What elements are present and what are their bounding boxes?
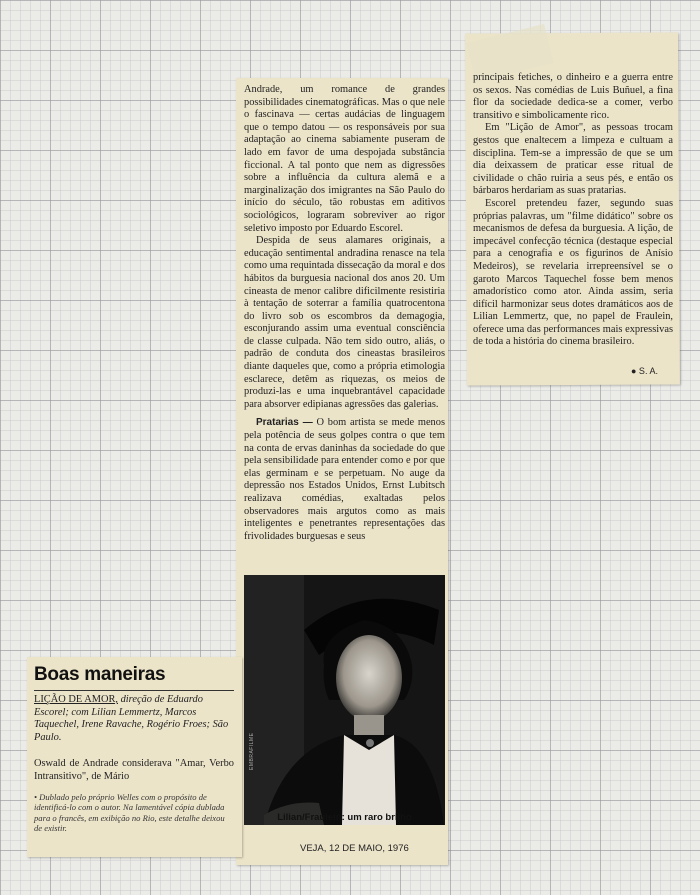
intro-paragraph: Oswald de Andrade considerava "Amar, Verbo Intransitivo", de Mário bbox=[34, 758, 234, 782]
right-paragraph-1: principais fetiches, o dinheiro e a guerra entre os sexos. Nas comédias de Luis Buñuel, a fina flor da sociedade dedica-se a comer, verbo transitivo e simbolicamente rico. bbox=[473, 72, 673, 121]
headline: Boas maneiras bbox=[34, 664, 166, 685]
main-column bbox=[244, 84, 445, 543]
film-credits bbox=[34, 694, 234, 744]
photo-credit: EMBRAFILME bbox=[249, 732, 255, 770]
author-signature: ● S. A. bbox=[631, 366, 658, 376]
main-paragraph-3-text: O bom artista se mede menos pela potência de seus golpes contra o que tem na conta de ervas daninhas da sociedade do que pela sensibilidade para entender como e por que elas germinam e se perpetuam. No auge da depressão nos Estados Unidos, Ernst Lubitsch realizava comédias, exaltadas pelos observadores mais argutos como as mais inteligentes e penetrantes representações das frivolidades burguesas e seus bbox=[244, 417, 445, 542]
main-paragraph-1: Andrade, um romance de grandes possibilidades cinematográficas. Mas o que nele o fascinava — certas audácias de linguagem que o tempo datou — os responsáveis por sua adaptação ao cinema sabiamente puseram de lado em favor de uma despojada substância ficcional. A tal ponto que nem as digressões sobre a influência da cultura alemã e a marginalização dos imigrantes na São Paulo do início do século, tão robustas em aditivos sociológicos, lograram sobreviver ao rigor seletivo imposto por Eduardo Escorel. bbox=[244, 84, 445, 234]
headline-rule bbox=[34, 690, 234, 691]
photo-caption: Lilian/Fraulein: um raro brilho bbox=[277, 812, 412, 823]
footnote: • Dublado pelo próprio Welles com o propósito de identificá-lo com o autor. Na lamentável cópia dublada para o francês, em exibição no Rio, este detalhe deixou de existir. bbox=[34, 792, 225, 833]
right-paragraph-2: Em "Lição de Amor", as pessoas trocam gestos que enaltecem a limpeza e cultuam a disciplina. Tem-se a impressão de que se um dia deixassem de praticar esse ritual de civilidade o chão ruiria a seus pés, e então os bárbaros herdariam as suas pratarias. bbox=[473, 122, 673, 197]
film-credits-text: direção de Eduardo Escorel; com Lilian Lemmertz, Marcos Taquechel, Irene Ravache, Rogério Froes; São Paulo. bbox=[34, 694, 229, 743]
main-paragraph-2: Despida de seus alamares originais, a educação sentimental andradina renasce na tela como uma requintada dissecação da moral e dos hábitos da burguesia nacional dos anos 20. Um cineasta de menor calibre dificilmente resistiria à tentação de soterrar a família quatrocentona do livro sob os escombros da demagogia, esconjurando assim uma eventual consciência de classe culpada. Não tem sido outro, aliás, o padrão de conduta dos cineastas brasileiros diante daqueles que, como a própria etimologia esclarece, detêm as riquezas, os meios de produzi-las e uma inquebrantável capacidade para absorver edipianas agressões das galerias. bbox=[244, 235, 445, 410]
right-paragraph-3: Escorel pretendeu fazer, segundo suas próprias palavras, um "filme didático" sobre os mecanismos de defesa da burguesia. A lição, de impecável confecção técnica (destaque especial para a cenografia e os figurinos de Anísio Medeiros), se revelaria irrepreensível se o garoto Marcos Taquechel fosse bem menos amadorístico como ator. Ainda assim, seria difícil harmonizar seus dotes dramáticos aos de Lilian Lemmertz, que, no papel de Fraulein, oferece uma das performances mais expressivas de toda a história do cinema brasileiro. bbox=[473, 197, 673, 348]
film-title: LIÇÃO DE AMOR, bbox=[34, 694, 118, 705]
right-column bbox=[473, 72, 673, 349]
portrait-illustration bbox=[244, 575, 445, 825]
main-paragraph-3 bbox=[244, 417, 445, 543]
section-lead: Pratarias — bbox=[256, 417, 313, 429]
film-still-photo bbox=[244, 575, 445, 825]
source-line: VEJA, 12 DE MAIO, 1976 bbox=[300, 843, 409, 854]
